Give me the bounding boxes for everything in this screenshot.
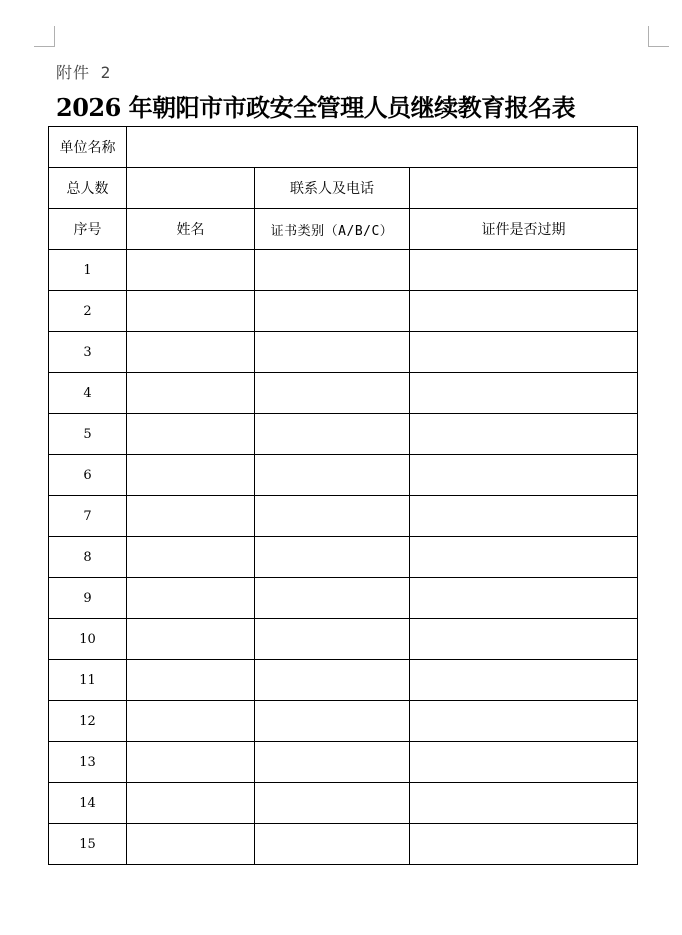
table-row (49, 783, 638, 824)
certificate-category-cell[interactable] (255, 414, 410, 455)
name-cell[interactable] (127, 496, 255, 537)
certificate-expired-cell[interactable] (410, 291, 638, 332)
certificate-expired-cell[interactable] (410, 701, 638, 742)
name-cell[interactable] (127, 578, 255, 619)
name-cell[interactable] (127, 332, 255, 373)
column-header-name: 姓名 (127, 209, 255, 250)
table-row (49, 414, 638, 455)
table-row (49, 824, 638, 865)
name-cell[interactable] (127, 455, 255, 496)
unit-name-field[interactable] (127, 127, 638, 168)
row-number: 9 (49, 578, 127, 619)
name-cell[interactable] (127, 701, 255, 742)
certificate-expired-cell[interactable] (410, 537, 638, 578)
certificate-expired-cell[interactable] (410, 250, 638, 291)
table-row (49, 701, 638, 742)
table-row (49, 619, 638, 660)
total-contact-row (49, 168, 638, 209)
table-row (49, 332, 638, 373)
name-cell[interactable] (127, 250, 255, 291)
certificate-category-cell[interactable] (255, 783, 410, 824)
certificate-expired-cell[interactable] (410, 496, 638, 537)
column-header-expired: 证件是否过期 (410, 209, 638, 250)
table-row (49, 291, 638, 332)
certificate-category-cell[interactable] (255, 332, 410, 373)
name-cell[interactable] (127, 824, 255, 865)
unit-name-label: 单位名称 (49, 127, 127, 168)
registration-form-table (48, 126, 638, 865)
row-number: 11 (49, 660, 127, 701)
certificate-expired-cell[interactable] (410, 742, 638, 783)
certificate-category-cell[interactable] (255, 660, 410, 701)
certificate-expired-cell[interactable] (410, 578, 638, 619)
total-people-label: 总人数 (49, 168, 127, 209)
certificate-category-cell[interactable] (255, 537, 410, 578)
name-cell[interactable] (127, 660, 255, 701)
name-cell[interactable] (127, 783, 255, 824)
row-number: 3 (49, 332, 127, 373)
page-title: 2026 年朝阳市市政安全管理人员继续教育报名表 (56, 93, 576, 122)
certificate-expired-cell[interactable] (410, 414, 638, 455)
contact-label: 联系人及电话 (255, 168, 410, 209)
name-cell[interactable] (127, 414, 255, 455)
certificate-category-cell[interactable] (255, 742, 410, 783)
certificate-category-cell[interactable] (255, 291, 410, 332)
certificate-expired-cell[interactable] (410, 332, 638, 373)
certificate-category-cell[interactable] (255, 701, 410, 742)
name-cell[interactable] (127, 373, 255, 414)
row-number: 7 (49, 496, 127, 537)
row-number: 4 (49, 373, 127, 414)
certificate-expired-cell[interactable] (410, 783, 638, 824)
row-number: 15 (49, 824, 127, 865)
certificate-expired-cell[interactable] (410, 619, 638, 660)
certificate-category-cell[interactable] (255, 578, 410, 619)
column-header-category: 证书类别（A/B/C） (255, 209, 410, 250)
certificate-expired-cell[interactable] (410, 455, 638, 496)
row-number: 1 (49, 250, 127, 291)
table-row (49, 455, 638, 496)
crop-mark-top-right (648, 26, 669, 47)
attachment-label: 附件 2 (56, 63, 112, 82)
certificate-expired-cell[interactable] (410, 373, 638, 414)
certificate-category-cell[interactable] (255, 496, 410, 537)
table-row (49, 742, 638, 783)
crop-mark-top-left (34, 26, 55, 47)
row-number: 6 (49, 455, 127, 496)
certificate-category-cell[interactable] (255, 250, 410, 291)
table-header-row (49, 209, 638, 250)
certificate-category-cell[interactable] (255, 373, 410, 414)
table-row (49, 578, 638, 619)
table-row (49, 373, 638, 414)
certificate-expired-cell[interactable] (410, 660, 638, 701)
row-number: 5 (49, 414, 127, 455)
table-row (49, 250, 638, 291)
name-cell[interactable] (127, 619, 255, 660)
certificate-category-cell[interactable] (255, 455, 410, 496)
total-people-field[interactable] (127, 168, 255, 209)
table-row (49, 496, 638, 537)
row-number: 12 (49, 701, 127, 742)
row-number: 14 (49, 783, 127, 824)
row-number: 13 (49, 742, 127, 783)
certificate-category-cell[interactable] (255, 619, 410, 660)
certificate-category-cell[interactable] (255, 824, 410, 865)
row-number: 8 (49, 537, 127, 578)
table-row (49, 660, 638, 701)
name-cell[interactable] (127, 291, 255, 332)
contact-field[interactable] (410, 168, 638, 209)
unit-name-row (49, 127, 638, 168)
table-row (49, 537, 638, 578)
certificate-expired-cell[interactable] (410, 824, 638, 865)
column-header-no: 序号 (49, 209, 127, 250)
name-cell[interactable] (127, 537, 255, 578)
name-cell[interactable] (127, 742, 255, 783)
row-number: 2 (49, 291, 127, 332)
row-number: 10 (49, 619, 127, 660)
